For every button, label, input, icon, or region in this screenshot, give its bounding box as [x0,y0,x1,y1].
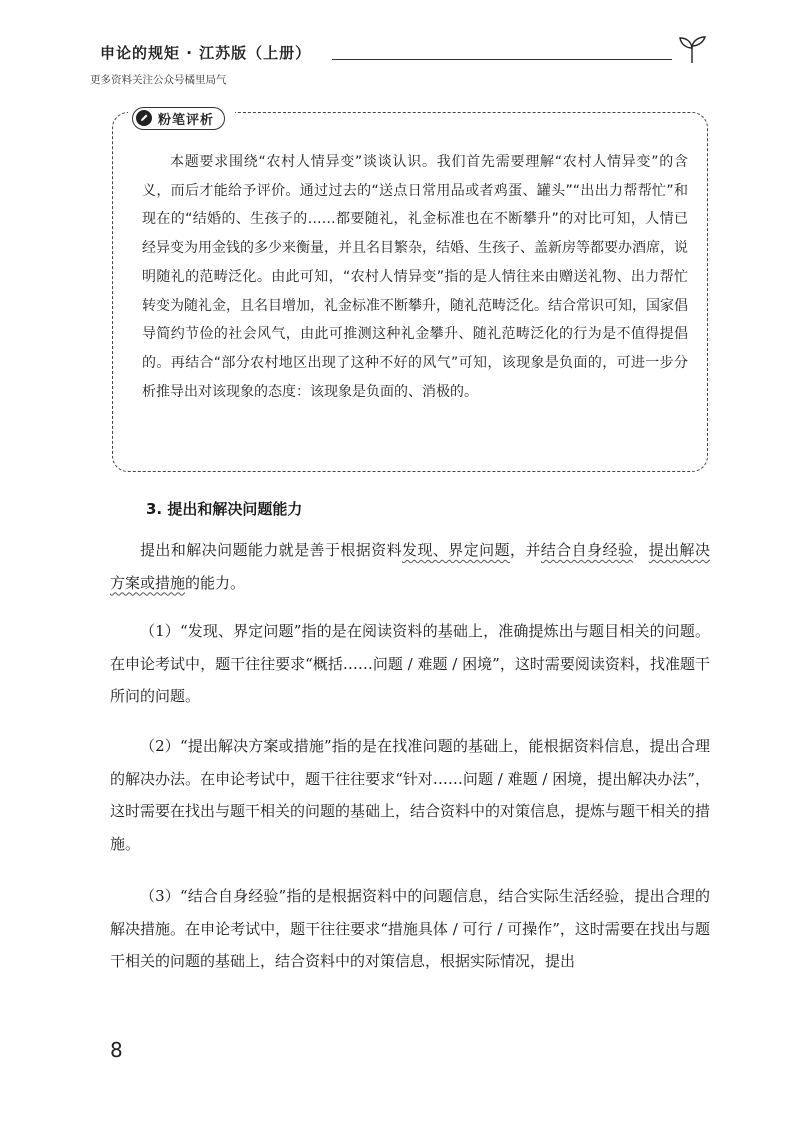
emphasis-discover: 发现、界定问题 [402,541,510,559]
running-header [100,42,710,66]
page-number: 8 [110,1038,123,1062]
emphasis-solution: 提出解决方案或措施 [110,541,710,592]
header-rule [332,59,672,60]
item-2: （2）“提出解决方案或措施”指的是在找准问题的基础上，能根据资料信息，提出合理的解决办法。在申论考试中，题干往往要求“针对……问题 / 难题 / 困境，提出解决办法”，这时需要在找出与题干相关的问题的基础上，结合资料中的对策信息，提炼与题干相关的措施。 [110,737,711,853]
emphasis-experience: 结合自身经验 [540,541,634,559]
promo-note: 更多资料关注公众号橘里局气 [90,74,227,86]
analysis-tag [128,107,235,129]
pencil-icon [136,110,152,126]
item-1: （1）“发现、界定问题”指的是在阅读资料的基础上，准确提炼出与题目相关的问题。在申论考试中，题干往往要求“概括……问题 / 难题 / 困境”，这时需要阅读资料，找准题干所问的问题。 [110,622,710,705]
analysis-tag-label: 粉笔评析 [158,112,215,128]
section-intro: 提出和解决问题能力就是善于根据资料发现、界定问题，并结合自身经验，提出解决方案或措施的能力。 [110,541,710,592]
item-3: （3）“结合自身经验”指的是根据资料中的问题信息，结合实际生活经验，提出合理的解决措施。在申论考试中，题干往往要求“措施具体 / 可行 / 可操作”，这时需要在找出与题干相关的问题的基础上，结合资料中的对策信息，根据实际情况，提出 [110,887,710,970]
sprout-icon [674,36,710,64]
analysis-text: 本题要求围绕“农村人情异变”谈谈认识。我们首先需要理解“农村人情异变”的含义，而后才能给予评价。通过过去的“送点日常用品或者鸡蛋、罐头”“出出力帮帮忙”和现在的“结婚的、生孩子的……都要随礼，礼金标准也在不断攀升”的对比可知，人情已经异变为用金钱的多少来衡量，并且名目繁杂，结婚、生孩子、盖新房等都要办酒席，说明随礼的范畴泛化。由此可知，“农村人情异变”指的是人情往来由赠送礼物、出力帮忙转变为随礼金，且名目增加，礼金标准不断攀升，随礼范畴泛化。结合常识可知，国家倡导简约节俭的社会风气，由此可推测这种礼金攀升、随礼范畴泛化的行为是不值得提倡的。再结合“部分农村地区出现了这种不好的风气”可知，该现象是负面的，可进一步分析推导出对该现象的态度：该现象是负面的、消极的。 [142,154,688,400]
section-heading: 3. 提出和解决问题能力 [146,500,303,518]
book-title: 申论的规矩 · 江苏版（上册） [100,44,312,62]
